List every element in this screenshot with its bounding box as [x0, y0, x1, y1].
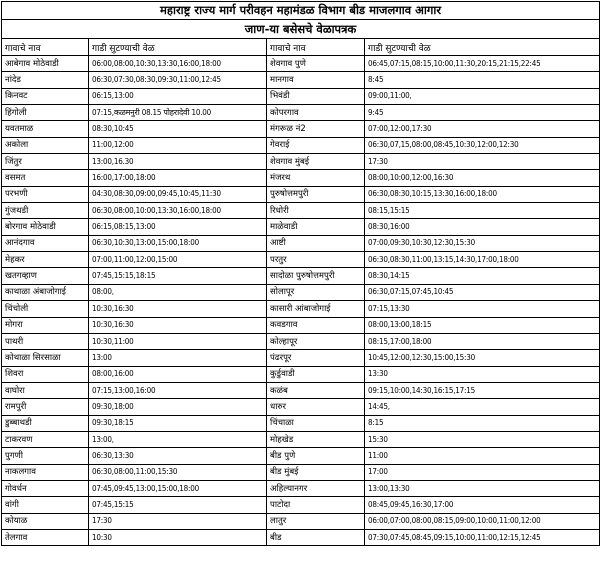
- table-row: [2, 72, 600, 88]
- left-village-cell: परभणी: [2, 186, 89, 202]
- right-departure-times-cell: 07:00,12:00,17:30: [365, 121, 600, 137]
- right-village-cell: कोपरगाव: [267, 105, 365, 121]
- table-row: [2, 399, 600, 415]
- left-departure-times-cell: 06:00,08:00,10:30,13:30,16:00,18:00: [89, 56, 267, 72]
- right-departure-times-cell: 08:30,14:15: [365, 268, 600, 284]
- right-departure-times-cell: 07:15,13:30: [365, 301, 600, 317]
- right-village-cell: आष्टी: [267, 235, 365, 251]
- table-row: [2, 301, 600, 317]
- right-departure-times-cell: 08:15,15:15: [365, 203, 600, 219]
- table-row: [2, 350, 600, 366]
- table-row: [2, 497, 600, 513]
- right-departure-times-cell: 08:15,17:00,18:00: [365, 333, 600, 349]
- left-departure-times-cell: 06:30,13:30: [89, 448, 267, 464]
- left-departure-times-cell: 13:00,16.30: [89, 154, 267, 170]
- right-departure-times-cell: 09:15,10:00,14:30,16:15,17:15: [365, 382, 600, 398]
- right-village-cell: कोल्हापूर: [267, 333, 365, 349]
- right-departure-times-cell: 06:45,07:15,08:15,10:00,11:30,20:15,21:15,22:45: [365, 56, 600, 72]
- left-departure-times-cell: 06:30,10:30,13:00,15:00,18:00: [89, 235, 267, 251]
- table-row: [2, 105, 600, 121]
- left-village-cell: नाकलगाव: [2, 464, 89, 480]
- right-village-cell: सोलापूर: [267, 284, 365, 300]
- header-left-village: गावाचे नाव: [2, 39, 89, 56]
- left-village-cell: यवतमाळ: [2, 121, 89, 137]
- timetable-title: महाराष्ट्र राज्य मार्ग परीवहन महामंडळ विभाग बीड माजलगाव आगार: [2, 2, 600, 20]
- left-departure-times-cell: 09:30,18:15: [89, 415, 267, 431]
- right-departure-times-cell: 08:00,10:00,12:00,16:30: [365, 170, 600, 186]
- bus-timetable: [1, 1, 600, 546]
- header-right-village: गावाचे नाव: [267, 39, 365, 56]
- right-village-cell: मंजरथ: [267, 170, 365, 186]
- left-village-cell: गोवर्धन: [2, 480, 89, 496]
- left-village-cell: वाघोरा: [2, 382, 89, 398]
- right-village-cell: पाटोदा: [267, 497, 365, 513]
- left-departure-times-cell: 10:30: [89, 529, 267, 545]
- right-departure-times-cell: 10:45,12:00,12:30,15:00,15:30: [365, 350, 600, 366]
- left-village-cell: हिंगोली: [2, 105, 89, 121]
- table-row: [2, 382, 600, 398]
- right-village-cell: अहिल्यानगर: [267, 480, 365, 496]
- left-departure-times-cell: 06:30,08:00,10:00,13:30,16:00,18:00: [89, 203, 267, 219]
- left-village-cell: आबेगाव मोठेवाडी: [2, 56, 89, 72]
- left-departure-times-cell: 07:45,15:15: [89, 497, 267, 513]
- left-departure-times-cell: 07:45,15:15,18:15: [89, 268, 267, 284]
- right-village-cell: पंढरपूर: [267, 350, 365, 366]
- table-row: [2, 56, 600, 72]
- left-village-cell: आनंदगाव: [2, 235, 89, 251]
- left-village-cell: रामपुरी: [2, 399, 89, 415]
- right-departure-times-cell: 9:45: [365, 105, 600, 121]
- right-departure-times-cell: 15:30: [365, 431, 600, 447]
- right-village-cell: माळेवाडी: [267, 219, 365, 235]
- table-row: [2, 366, 600, 382]
- right-village-cell: मंगरूळ नं2: [267, 121, 365, 137]
- right-departure-times-cell: 07:30,07:45,08:45,09:15,10:00,11:00,12:15,12:45: [365, 529, 600, 545]
- timetable-subtitle: जाण-या बसेसचे वेळापत्रक: [2, 20, 600, 39]
- right-village-cell: धारुर: [267, 399, 365, 415]
- right-departure-times-cell: 08:00,13:00,18:15: [365, 317, 600, 333]
- left-departure-times-cell: 07:00,11:00,12:00,15:00: [89, 252, 267, 268]
- right-village-cell: बीड मुंबई: [267, 464, 365, 480]
- table-row: [2, 284, 600, 300]
- table-row: [2, 235, 600, 251]
- right-departure-times-cell: 11:00: [365, 448, 600, 464]
- right-departure-times-cell: 08:45,09:45,16:30,17:00: [365, 497, 600, 513]
- right-village-cell: मानगाव: [267, 72, 365, 88]
- table-row: [2, 170, 600, 186]
- left-departure-times-cell: 13:00,: [89, 431, 267, 447]
- left-village-cell: खतगव्हाण: [2, 268, 89, 284]
- right-village-cell: पुरुषोत्तमपुरी: [267, 186, 365, 202]
- left-village-cell: चिंचोली: [2, 301, 89, 317]
- left-departure-times-cell: 07:45,09:45,13:00,15:00,18:00: [89, 480, 267, 496]
- left-departure-times-cell: 06:15,13:00: [89, 88, 267, 104]
- right-village-cell: कासारी आंबाजोगाई: [267, 301, 365, 317]
- table-row: [2, 448, 600, 464]
- left-village-cell: डुब्बाथडी: [2, 415, 89, 431]
- table-row: [2, 154, 600, 170]
- right-departure-times-cell: 17:30: [365, 154, 600, 170]
- right-departure-times-cell: 17:00: [365, 464, 600, 480]
- left-departure-times-cell: 06:15,08:15,13:00: [89, 219, 267, 235]
- right-departure-times-cell: 08:30,16:00: [365, 219, 600, 235]
- left-village-cell: मोगरा: [2, 317, 89, 333]
- left-departure-times-cell: 16:00,17:00,18:00: [89, 170, 267, 186]
- right-departure-times-cell: 06:30,07:15,07:45,10:45: [365, 284, 600, 300]
- left-village-cell: तेलगाव: [2, 529, 89, 545]
- left-village-cell: कोथाळा सिरसाळा: [2, 350, 89, 366]
- left-village-cell: गुंजथडी: [2, 203, 89, 219]
- left-village-cell: पाथरी: [2, 333, 89, 349]
- left-village-cell: अकोला: [2, 137, 89, 153]
- header-right-departure: गाडी सुटण्याची वेळ: [365, 39, 600, 56]
- table-row: [2, 203, 600, 219]
- right-departure-times-cell: 06:00,07:00,08:00,08:15,09:00,10:00,11:00,12:00: [365, 513, 600, 529]
- left-village-cell: नांदेड: [2, 72, 89, 88]
- right-departure-times-cell: 13:00,13:30: [365, 480, 600, 496]
- right-village-cell: भिवंडी: [267, 88, 365, 104]
- table-row: [2, 186, 600, 202]
- left-departure-times-cell: 10:30,16:30: [89, 317, 267, 333]
- right-departure-times-cell: 06:30,08:30,11:00,13:15,14:30,17:00,18:00: [365, 252, 600, 268]
- table-row: [2, 431, 600, 447]
- right-departure-times-cell: 09:00,11:00,: [365, 88, 600, 104]
- left-departure-times-cell: 11:00,12:00: [89, 137, 267, 153]
- right-village-cell: कुर्डुवाडी: [267, 366, 365, 382]
- right-departure-times-cell: 07:00,09:30,10:30,12:30,15:30: [365, 235, 600, 251]
- right-village-cell: शेवगाव पुणे: [267, 56, 365, 72]
- left-departure-times-cell: 10:30,16:30: [89, 301, 267, 317]
- right-departure-times-cell: 06:30,08:30,10:15,13:30,16:00,18:00: [365, 186, 600, 202]
- table-row: [2, 137, 600, 153]
- right-village-cell: कळंब: [267, 382, 365, 398]
- table-row: [2, 317, 600, 333]
- left-departure-times-cell: 06:30,08:00,11:00,15:30: [89, 464, 267, 480]
- left-village-cell: वसमत: [2, 170, 89, 186]
- left-village-cell: टाकरवण: [2, 431, 89, 447]
- left-village-cell: पुगणी: [2, 448, 89, 464]
- right-village-cell: शेवगाव मुंबई: [267, 154, 365, 170]
- left-village-cell: बोरगाव मोठेवाडी: [2, 219, 89, 235]
- right-departure-times-cell: 14:45,: [365, 399, 600, 415]
- left-village-cell: वांगी: [2, 497, 89, 513]
- table-row: [2, 415, 600, 431]
- right-village-cell: बीड पुणे: [267, 448, 365, 464]
- left-departure-times-cell: 17:30: [89, 513, 267, 529]
- right-village-cell: मोहखेड: [267, 431, 365, 447]
- left-departure-times-cell: 08:30,10:45: [89, 121, 267, 137]
- table-row: [2, 513, 600, 529]
- table-row: [2, 480, 600, 496]
- right-village-cell: लातुर: [267, 513, 365, 529]
- right-village-cell: चिंचाळा: [267, 415, 365, 431]
- left-village-cell: जिंतुर: [2, 154, 89, 170]
- table-row: [2, 464, 600, 480]
- left-departure-times-cell: 13:00: [89, 350, 267, 366]
- left-departure-times-cell: 08:00,: [89, 284, 267, 300]
- right-departure-times-cell: 8:15: [365, 415, 600, 431]
- right-village-cell: परतुर: [267, 252, 365, 268]
- right-village-cell: बीड: [267, 529, 365, 545]
- left-village-cell: शिवरा: [2, 366, 89, 382]
- header-left-departure: गाडी सुटण्याची वेळ: [89, 39, 267, 56]
- left-departure-times-cell: 07:15,कळमनुरी 08.15 पोहरादेवी 10.00: [89, 105, 267, 121]
- table-row: [2, 219, 600, 235]
- right-departure-times-cell: 06:30,07,15,08:00,08:45,10:30,12:00,12:30: [365, 137, 600, 153]
- right-village-cell: रिधोरी: [267, 203, 365, 219]
- left-departure-times-cell: 10:30,11:00: [89, 333, 267, 349]
- left-village-cell: कोयाळ: [2, 513, 89, 529]
- left-departure-times-cell: 06:30,07:30,08:30,09:30,11:00,12:45: [89, 72, 267, 88]
- table-row: [2, 333, 600, 349]
- left-departure-times-cell: 04:30,08:30,09:00,09:45,10:45,11:30: [89, 186, 267, 202]
- right-village-cell: सादोळा पुरुषोत्तमपुरी: [267, 268, 365, 284]
- left-village-cell: मेहकर: [2, 252, 89, 268]
- table-row: [2, 268, 600, 284]
- table-row: [2, 529, 600, 545]
- right-village-cell: गेवराई: [267, 137, 365, 153]
- table-row: [2, 88, 600, 104]
- right-village-cell: कवडगाव: [267, 317, 365, 333]
- table-row: [2, 121, 600, 137]
- left-departure-times-cell: 07:15,13:00,16:00: [89, 382, 267, 398]
- table-row: [2, 252, 600, 268]
- left-departure-times-cell: 09:30,18:00: [89, 399, 267, 415]
- column-header-row: [2, 39, 600, 56]
- left-village-cell: किनवट: [2, 88, 89, 104]
- right-departure-times-cell: 13:30: [365, 366, 600, 382]
- left-departure-times-cell: 08:00,16:00: [89, 366, 267, 382]
- left-village-cell: काथाळा अंबाजोगाई: [2, 284, 89, 300]
- right-departure-times-cell: 8:45: [365, 72, 600, 88]
